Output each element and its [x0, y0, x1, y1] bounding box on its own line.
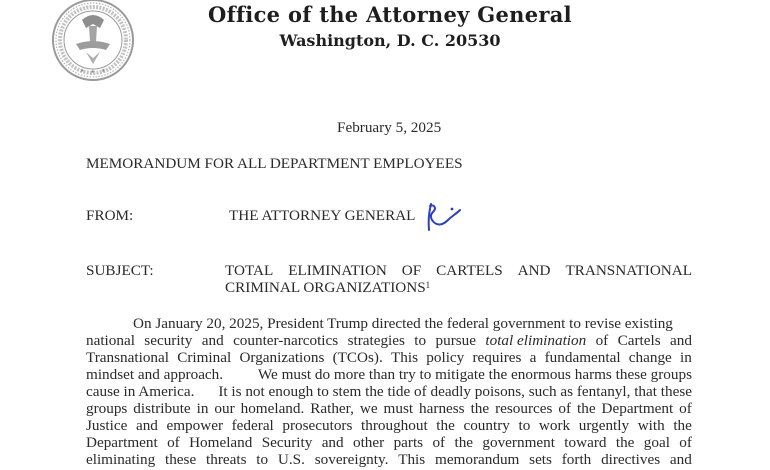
body-text-segment: strategies	[347, 332, 405, 349]
body-text-segment: threats	[206, 451, 247, 468]
body-line	[86, 417, 692, 434]
body-line	[86, 400, 692, 417]
body-text-segment: Justice	[86, 417, 128, 434]
body-text-segment: memorandum	[435, 451, 520, 468]
subject-line-1	[225, 262, 692, 279]
body-text-segment: of	[679, 400, 692, 417]
body-line	[86, 349, 692, 366]
subject-line-2	[225, 279, 692, 296]
body-text-segment: in	[196, 400, 209, 417]
body-text-segment: Cartels	[617, 332, 661, 349]
body-line	[86, 315, 692, 332]
body-text-segment: of	[679, 434, 692, 451]
memo-recipients: MEMORANDUM FOR ALL DEPARTMENT EMPLOYEES	[86, 155, 463, 172]
body-text-segment: pursue	[435, 332, 476, 349]
body-text-segment: a	[529, 349, 537, 366]
body-text-segment: to	[414, 332, 427, 349]
subject-text	[225, 262, 692, 296]
body-text-segment: distribute	[133, 400, 191, 417]
body-text-segment: and	[201, 332, 224, 349]
body-text-segment: of	[558, 400, 572, 417]
body-text-segment: our	[214, 400, 235, 417]
body-text-segment: resources	[495, 400, 553, 417]
body-text-segment: other	[352, 434, 385, 451]
body-text-segment: of	[595, 332, 609, 349]
body-text-segment: fundamental	[544, 349, 621, 366]
body-text-segment: government	[482, 434, 555, 451]
subject-line-2-text: CRIMINAL ORGANIZATIONS	[225, 279, 426, 296]
body-text-segment: in	[680, 349, 692, 366]
body-text-segment: the	[436, 417, 455, 434]
body-text-segment: and	[135, 417, 158, 434]
body-text-segment: the	[615, 434, 635, 451]
body-text-segment: of	[167, 434, 180, 451]
subject-word: CARTELS	[436, 262, 503, 279]
body-text-segment: with	[637, 417, 665, 434]
body-line	[86, 434, 692, 451]
body-text-segment: mindset and approach.	[86, 366, 224, 383]
subject-word: ELIMINATION	[288, 262, 387, 279]
body-text-segment: the	[470, 400, 490, 417]
subject-word: OF	[401, 262, 422, 279]
body-text-segment: groups	[86, 400, 128, 417]
body-text-segment: Department	[601, 400, 674, 417]
body-text-segment: eliminating	[86, 451, 156, 468]
body-text-segment: the	[577, 400, 596, 417]
body-text-segment: and	[670, 332, 692, 349]
body-text-segment: security	[144, 332, 193, 349]
body-text-segment: prosecutors	[282, 417, 353, 434]
body-text-segment: these	[164, 451, 197, 468]
body-text-segment: sovereignty.	[314, 451, 389, 468]
body-text-segment: total elimination	[485, 332, 587, 349]
body-text-segment: the	[454, 434, 474, 451]
body-text-segment: sets	[529, 451, 552, 468]
footnote-marker[interactable]: 1	[425, 280, 431, 290]
body-text-segment: parts	[393, 434, 424, 451]
body-text-segment: and	[321, 434, 344, 451]
body-text-segment: the	[673, 417, 692, 434]
svg-text:★: ★	[101, 69, 106, 74]
svg-text:★: ★	[80, 69, 85, 74]
body-text-segment: urgently	[578, 417, 630, 434]
body-text-segment: to	[518, 417, 531, 434]
body-text-segment: Criminal	[177, 349, 232, 366]
body-line	[86, 332, 692, 349]
letterhead-address: Washington, D. C. 20530	[279, 31, 501, 50]
from-value: THE ATTORNEY GENERAL	[229, 207, 416, 224]
body-text-segment: toward	[564, 434, 607, 451]
body-line	[86, 366, 692, 383]
body-text-segment: must	[383, 400, 414, 417]
body-text-segment: This	[398, 451, 426, 468]
body-line	[86, 451, 692, 468]
body-text-segment: empower	[166, 417, 224, 434]
memo-date: February 5, 2025	[337, 119, 442, 136]
body-text-segment: Rather,	[310, 400, 354, 417]
letterhead-office: Office of the Attorney General	[208, 2, 572, 27]
body-text-segment: of	[432, 434, 446, 451]
memo-body-paragraph	[86, 315, 692, 468]
subject-word: AND	[517, 262, 551, 279]
subject-word: TRANSNATIONAL	[565, 262, 692, 279]
body-text-segment: Department	[86, 434, 158, 451]
signature-icon	[424, 200, 468, 234]
body-text-segment: harness	[419, 400, 465, 417]
body-text-segment: cause in America.	[86, 383, 195, 400]
body-text-segment: we	[359, 400, 378, 417]
body-text-segment: change	[628, 349, 672, 366]
body-text-segment: requires	[472, 349, 522, 366]
body-text-segment: We must do more than try to mitigate the enormous harms these groups	[257, 366, 692, 383]
body-text-segment: homeland.	[240, 400, 305, 417]
body-text-segment: and	[669, 451, 692, 468]
body-text-segment: This	[391, 349, 419, 366]
body-text-segment: counter-narcotics	[233, 332, 339, 349]
body-line	[86, 383, 692, 400]
body-text-segment: Security	[261, 434, 313, 451]
subject-label: SUBJECT:	[86, 262, 154, 279]
body-text-segment: U.S.	[277, 451, 305, 468]
body-text-segment: It is not enough to stem the tide of deadly poisons, such as fentanyl, that these	[218, 383, 692, 400]
body-text-segment: country	[463, 417, 510, 434]
body-text-segment: On January 20, 2025, President Trump directed the federal government to revise existing	[133, 315, 673, 332]
body-text-segment: throughout	[361, 417, 428, 434]
subject-word: TOTAL	[225, 262, 274, 279]
from-label: FROM:	[86, 207, 134, 224]
body-text-segment: Homeland	[189, 434, 253, 451]
body-text-segment: to	[256, 451, 269, 468]
body-text-segment: forth	[561, 451, 592, 468]
body-text-segment: national	[86, 332, 135, 349]
body-text-segment: policy	[426, 349, 465, 366]
body-text-segment: (TCOs).	[332, 349, 383, 366]
body-text-segment: directives	[601, 451, 661, 468]
body-text-segment: goal	[643, 434, 670, 451]
body-text-segment: Organizations	[239, 349, 325, 366]
body-text-segment: federal	[231, 417, 274, 434]
svg-text:★: ★	[90, 70, 95, 75]
body-text-segment: Transnational	[86, 349, 169, 366]
body-text-segment: work	[538, 417, 571, 434]
